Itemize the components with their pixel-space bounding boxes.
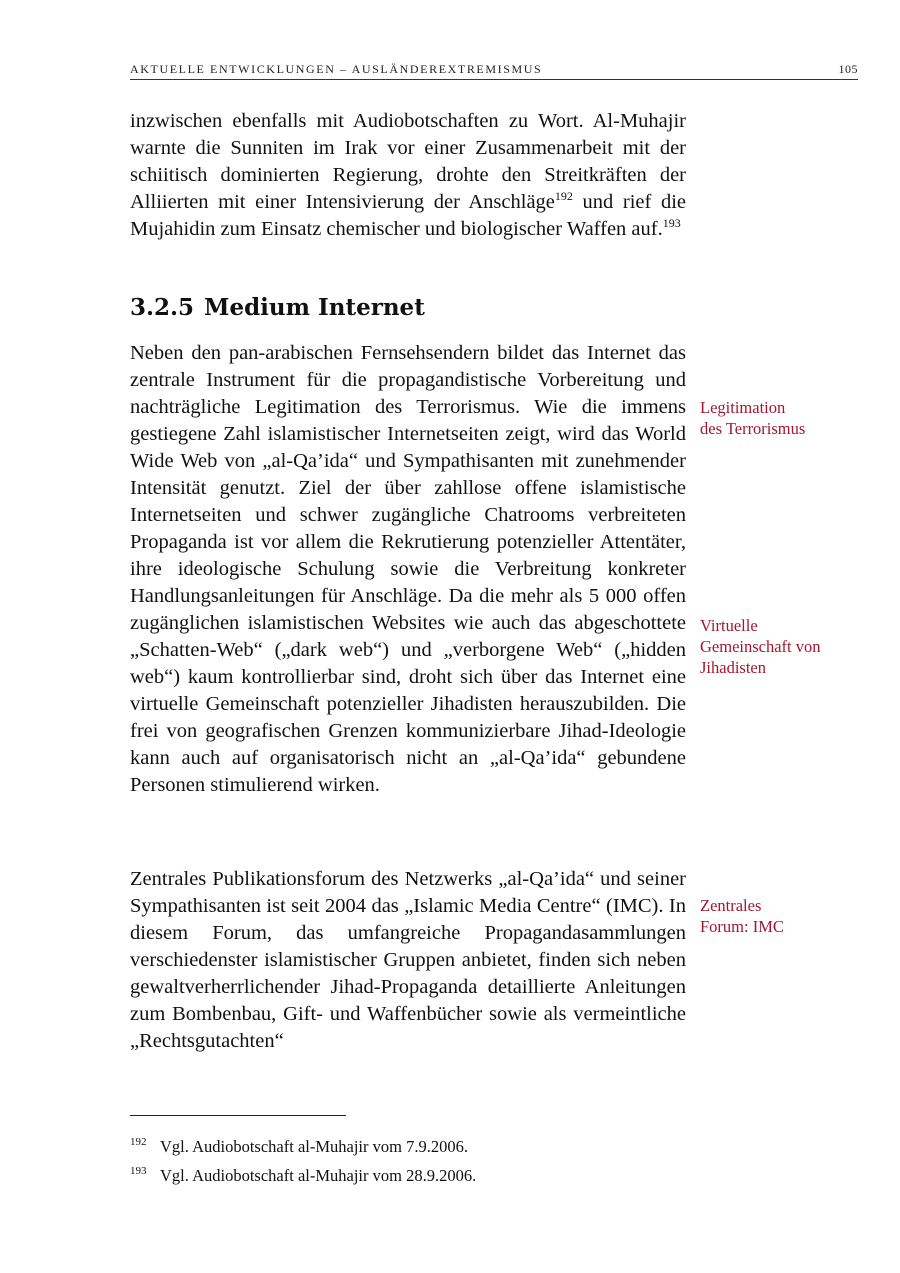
page-number: 105 [838,62,858,76]
footnote-text: Vgl. Audiobotschaft al-Muhajir vom 28.9.2006. [160,1166,477,1185]
footnote-ref-192[interactable]: 192 [554,189,573,203]
margin-note-line: Forum: IMC [700,917,784,936]
paragraph-2: Neben den pan-arabischen Fernsehsendern bildet das Internet das zentrale Instrument für die propagandistische Vorbereitung und nachträgliche Legitimation des Terrorismus. Wie die immens gestiegene Zahl islamistischer Internetseiten zeigt, wird das World Wide Web von „al-Qa’ida“ und Sympathisanten mit zunehmender Intensität genutzt. Ziel der über zahllose offene islamistische Internetseiten und schwer zugängliche Chatrooms verbreiteten Propaganda ist vor allem die Rekrutierung potenzieller Attentäter, ihre ideologische Schulung sowie die Verbreitung konkreter Handlungsanleitungen für Anschläge. Da die mehr als 5 000 offen zugänglichen islamistischen Websites wie auch das abgeschottete „Schatten-Web“ („dark web“) und „verborgene Web“ („hidden web“) kaum kontrollierbar sind, droht sich über das Internet eine virtuelle Gemeinschaft potenzieller Jihadisten herauszubilden. Die frei von geografischen Grenzen kommunizierbare Jihad-Ideologie kann auch auf organisatorisch nicht an „al-Qa’ida“ gebundene Personen stimulierend wirken. [130,342,686,796]
margin-note-line: Legitimation [700,398,786,417]
margin-note-legitimation [700,397,860,439]
section-heading [130,294,425,321]
paragraph-3: Zentrales Publikationsforum des Netzwerks „al-Qa’ida“ und seiner Sympathisanten ist seit 2004 das „Islamic Media Centre“ (IMC). In diesem Forum, das umfangreiche Propagandasammlungen verschiedenster islamistischer Gruppen anbietet, finden sich neben gewaltverherrlichender Jihad-Propaganda detaillierte Anleitungen zum Bombenbau, Gift- und Waffenbücher sowie als vermeintliche „Rechtsgutachten“ [130,868,686,1052]
margin-note-line: des Terrorismus [700,419,806,438]
paragraph-1-text-b: und rief die Mujahidin zum Einsatz chemischer und biologischer Waffen auf. [130,191,686,240]
footnote-text: Vgl. Audiobotschaft al-Muhajir vom 7.9.2006. [160,1137,468,1156]
running-header [130,62,858,77]
section-number: 3.2.5 [130,294,195,321]
paragraph-1-text-a: inzwischen ebenfalls mit Audiobotschaften zu Wort. Al-Muhajir warnte die Sunniten im Irak vor einer Zusammenarbeit mit der schiitisch dominierten Regierung, drohte den Streitkräften der Alliierten mit einer Intensivierung der Anschläge [130,110,686,213]
footnote-rule [130,1115,346,1116]
margin-note-line: Jihadisten [700,658,766,677]
footnote-193: 193 Vgl. Audiobotschaft al-Muhajir vom 28.9.2006. [130,1165,477,1185]
margin-note-imc [700,895,860,937]
paragraph-1 [130,108,686,243]
running-title: AKTUELLE ENTWICKLUNGEN – AUSLÄNDEREXTREMISMUS [130,62,543,76]
header-rule [130,79,858,80]
margin-note-line: Zentrales [700,896,762,915]
margin-note-virtuelle-gemeinschaft [700,615,860,678]
section-title: Medium Internet [204,294,425,321]
margin-note-line: Gemeinschaft von [700,637,821,656]
margin-note-line: Virtuelle [700,616,758,635]
footnote-ref-193[interactable]: 193 [662,216,681,230]
footnote-192: 192 Vgl. Audiobotschaft al-Muhajir vom 7.9.2006. [130,1136,468,1156]
